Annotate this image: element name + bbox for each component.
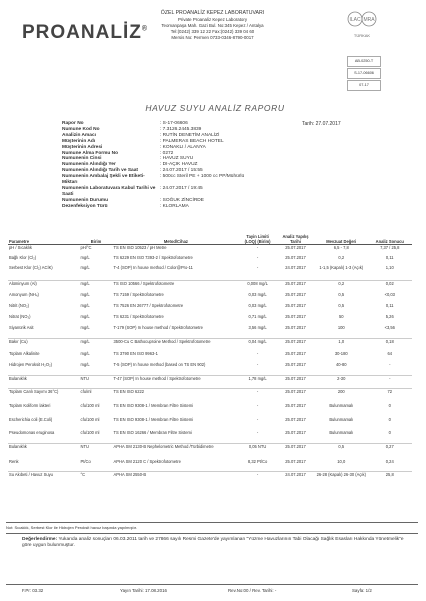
table-cell: Bulunmamalı (329, 429, 354, 435)
table-cell: Amonyum (NH₄) (9, 291, 39, 297)
table-cell: 25.07.2017 (276, 389, 315, 403)
table-cell: 1,78 mg/L (239, 376, 276, 389)
table-cell: - (256, 402, 259, 408)
table-cell: 3,56 mg/L (248, 324, 267, 330)
table-cell: - (256, 361, 259, 367)
info-row: Numunenin Durumu : SOĞUK ZİNCİRDE (62, 197, 204, 203)
table-cell: 0,71 mg/L (248, 313, 267, 319)
info-row: Analizin Amacı : RUTİN DENETİM ANALİZİ (62, 132, 220, 138)
report-title: HAVUZ SUYU ANALİZ RAPORU (145, 103, 285, 113)
table-cell: 0,5 (338, 291, 345, 297)
table-cell: Bulunmamalı (329, 402, 354, 408)
table-cell: 25.07.2017 (285, 324, 306, 330)
table-cell: 72 (368, 389, 412, 403)
table-cell: TS ISO 10566 / Spektrofotometre (113, 281, 240, 292)
table-cell: 40-80 (336, 361, 347, 367)
divider (6, 533, 418, 534)
table-cell: 25.07.2017 (276, 444, 315, 459)
table-cell: Escherichia coli (E.Coli) (9, 416, 53, 422)
table-cell: 24.07.2017 (285, 264, 306, 270)
table-row (8, 444, 412, 459)
table-cell: TS 7159 / Spektrofotometre (113, 291, 164, 297)
table-cell: Serbest Klor (Cl₂) ACİK) (9, 264, 53, 270)
page-number: Sayfa: 1/2 (352, 588, 372, 593)
table-cell: pH / Sıcaklık (8, 245, 80, 255)
table-row (8, 459, 412, 472)
table-cell: - (256, 264, 259, 270)
table-cell: 0 (388, 429, 391, 435)
col-sonuc: Analiz Sonucu (368, 222, 412, 245)
table-row (8, 417, 412, 430)
table-cell: Siyanürik Asit (9, 324, 34, 330)
table-cell: cfu/100 ml (80, 416, 100, 422)
col-tarih: Analiz Yapılış Tarihi (276, 222, 315, 245)
table-cell: 0,2 (338, 254, 345, 260)
table-cell: Pt/Co (80, 458, 91, 464)
col-mevzuat: Mevzuat Değeri (315, 222, 367, 245)
table-row (8, 339, 412, 351)
table-row (8, 430, 412, 444)
table-cell: 25.07.2017 (276, 339, 315, 351)
table-cell: 0,02 (368, 281, 412, 292)
col-birim: Birim (80, 222, 113, 245)
accreditation-mark-icon (345, 10, 379, 28)
turkak-logo (345, 10, 379, 38)
table-cell: 26-28 (Kapalı) 26-30 (Açık) (315, 472, 367, 492)
table-cell: mg/L (80, 291, 90, 297)
table-cell: TS EN ISO 9308-1 / Membran Filtre Sistemi (113, 402, 194, 408)
table-cell: Bağlı Klor (Cl₂) (9, 254, 37, 260)
table-row (8, 351, 412, 362)
table-cell: Toplam Koliform lakteri (9, 402, 51, 408)
table-cell: 30-180 (334, 350, 348, 356)
table-cell: - (256, 350, 259, 356)
info-row: Dezenfeksiyon Türü : KLORLAMA (62, 203, 189, 209)
table-cell: Renk (9, 458, 19, 464)
table-cell: 25.07.2017 (285, 350, 306, 356)
table-cell: 0,03 mg/L (248, 291, 267, 297)
table-cell: 25.07.2017 (285, 254, 306, 260)
table-cell: 0 (388, 416, 391, 422)
table-cell: TS EN ISO 6222 (113, 389, 240, 403)
table-cell: 0,5 (315, 444, 367, 459)
table-cell: Su Akıbeti / Havuz Suyu (8, 472, 80, 492)
table-row (8, 325, 412, 339)
info-row: Numunenin Cinsi : HAVUZ SUYU (62, 156, 194, 162)
table-cell: cfu/ml (80, 389, 113, 403)
table-cell: - (368, 376, 412, 389)
info-row: Müşterinin Adresi : KONAKLI / ALANYA (62, 144, 206, 150)
table-cell: 0 (388, 402, 391, 408)
info-row: Numunenin Ambalaj Şekli ve Etiketi-Miktarı: 500cc Steril PE + 1000 cc PP/Mühürlü (62, 174, 245, 186)
accreditation-no: AB-0250-T (347, 56, 381, 67)
table-cell: NTU (80, 376, 113, 389)
table-cell: - (239, 389, 276, 403)
table-cell: pH/°C (80, 245, 113, 255)
table-cell: mg/L (80, 350, 90, 356)
info-row: Müşterinin Adı : PALMERAS BEACH HOTEL (62, 138, 224, 144)
info-row: Numune Alma Formu No : 0272 (62, 150, 174, 156)
publish-date: Yayın Tarihi: 17.08.2016 (120, 588, 167, 593)
table-cell: TS EN ISO 9308-1 / Membran Filtre Sistemi (113, 416, 194, 422)
table-cell: Bakır (Cu) (8, 339, 80, 351)
table-cell: 0,24 (385, 458, 394, 464)
table-cell: 8,32 Pt/Co (247, 458, 268, 464)
table-cell: mg/L (80, 302, 90, 308)
table-cell: 7,37 / 25,8 (368, 245, 412, 255)
table-cell: 100 (337, 324, 345, 330)
svg-text:ILAC: ILAC (349, 17, 361, 23)
table-cell: 25.07.2017 (285, 429, 306, 435)
table-row (8, 292, 412, 303)
table-cell: 6,5 - 7,8 (315, 245, 367, 255)
table-cell: 25.07.2017 (276, 281, 315, 292)
table-cell: mg/L (80, 264, 90, 270)
table-cell: 0,008 mg/L (239, 281, 276, 292)
table-row (8, 472, 412, 492)
table-cell: T-47 (SOP) In house method / Spektrofotometre (113, 376, 240, 389)
results-table (8, 222, 412, 492)
table-cell: TS 3790 EN ISO 9963-1 (113, 350, 158, 356)
table-cell: mg/L (80, 281, 113, 292)
table-cell: 25.07.2017 (285, 402, 306, 408)
table-cell: mg/L (80, 313, 90, 319)
col-metod: Metod/Cihaz (113, 222, 240, 245)
table-cell: cfu/100 ml (80, 429, 100, 435)
company-name: ÖZEL PROANALİZ KEPEZ LABORATUVARI (160, 10, 265, 16)
turkak-label: TÜRKAK (353, 33, 371, 38)
table-row (8, 245, 412, 255)
table-cell: T-5 (SOP) In house method (based on TS EN 902) (113, 361, 206, 367)
table-cell: NTU (80, 444, 113, 459)
company-subname: Private Proanaliz Kepez Laboratory (177, 17, 248, 22)
date-code-box: 07-17 (347, 80, 381, 91)
table-cell: - (239, 472, 276, 492)
table-cell: mg/L (80, 324, 90, 330)
svg-text:MRA: MRA (363, 17, 375, 23)
report-code-box: S-17-06606 (347, 68, 381, 79)
table-cell: TS EN ISO 10523 / pH Metre (113, 245, 240, 255)
table-row (8, 303, 412, 314)
company-address: Teomanpaşa Mah. Gazi Bul. No:345 Kepez / Antalya (161, 23, 264, 28)
company-logo: PROANALİZ® (22, 22, 148, 43)
table-cell: 0,11 (385, 302, 394, 308)
table-cell: 64 (387, 350, 393, 356)
table-cell: - (256, 254, 259, 260)
table-cell: Toplam Canlı Sayımı 36°C) (8, 389, 80, 403)
table-cell: T-4 (SOP) In house method / Color@Pro-11 (113, 264, 193, 270)
table-row (8, 362, 412, 376)
table-cell: 0,05 NTU (239, 444, 276, 459)
table-cell: TS EN ISO 16266 / Membran Filtre Sistemi (113, 429, 192, 435)
table-cell: 25.07.2017 (285, 291, 306, 297)
table-cell: APHA SM 2550-B (113, 472, 240, 492)
report-date: Tarih: 27.07.2017 (302, 121, 341, 127)
table-cell: TS 6231 / Spektrofotometre (113, 313, 164, 319)
table-cell: Pseudomonas eruginosa (9, 429, 55, 435)
table-cell: TS 7526 EN 26777 / Spektrofotometre (113, 302, 184, 308)
table-cell: 25,8 (368, 472, 412, 492)
table-row (8, 265, 412, 281)
table-cell: Nitrit (NO₂) (9, 302, 30, 308)
table-cell: TS 6229 EN ISO 7393-2 / Spektrofotometre (113, 254, 193, 260)
table-cell: - (389, 361, 391, 367)
revision-info: Rev.No:00 / Rev. Tarihi: - (228, 588, 277, 593)
table-cell: APHA SM 2130-B Nephelometric Method /Türbidimetre (113, 444, 240, 459)
table-cell: 0,27 (368, 444, 412, 459)
sample-info (62, 121, 270, 210)
table-cell: 0,11 (385, 254, 394, 260)
table-row (8, 376, 412, 389)
table-cell: 0,2 (315, 281, 367, 292)
table-cell: 1-1,5 (Kapalı) 1-3 (Açık) (319, 264, 364, 270)
table-cell: 25.07.2017 (276, 245, 315, 255)
form-no: F.Pr: 03.32 (22, 588, 44, 593)
table-cell: 2-30 (315, 376, 367, 389)
col-loq: Tayin Limiti (LOQ) (Birim) (239, 222, 276, 245)
table-cell: <0,03 (384, 291, 395, 297)
table-cell: mg/L (80, 339, 113, 351)
table-row (8, 403, 412, 417)
info-row: Numunenin Laboratuvara Kabul Tarihi ve Saati: 24.07.2017 / 19:45 (62, 185, 203, 197)
table-cell: Toplam Alkalinite (9, 350, 40, 356)
table-cell: - (256, 416, 259, 422)
table-cell: Bulunmamalı (329, 416, 354, 422)
table-cell: APHA SM 2120 C / Spektrofotometre (113, 458, 181, 464)
info-row: Numunenin Alındığı Tarih ve Saat : 24.07.2017 / 15:55 (62, 168, 203, 174)
table-row (8, 255, 412, 265)
table-cell: 25.07.2017 (276, 376, 315, 389)
divider (6, 522, 418, 523)
table-cell: mg/L (80, 361, 90, 367)
note-text: Not: Sıcaklık, Serbest Klor ile Hidrojen Peroksit havuz başında yapılmıştır. (6, 525, 137, 530)
table-cell: 0,04 mg/L (239, 339, 276, 351)
table-cell: 5,26 (385, 313, 394, 319)
table-row (8, 314, 412, 325)
table-cell: 1,0 (315, 339, 367, 351)
footer-divider (6, 584, 418, 585)
info-row: Numunenin Alındığı Yer : DI-AÇIK HAVUZ (62, 162, 198, 168)
table-cell: Hidrojen Peroksit H₂O₂) (9, 361, 52, 367)
col-parametre: Parametre (8, 222, 80, 245)
table-cell: 25.07.2017 (285, 458, 306, 464)
table-cell: 24.07.2017 (276, 472, 315, 492)
table-cell: Bulanıklık (8, 444, 80, 459)
table-row (8, 281, 412, 292)
table-cell: 1,10 (385, 264, 394, 270)
table-header-row (8, 222, 412, 245)
company-phone: Tel:(0242) 339 12 22 Fax:(0242) 339 04 60 (170, 29, 255, 34)
evaluation: Değerlendirme: Yukarıda analiz sonuçları 06.03.2011 tarih ve 27866 sayılı Resmi Gazete'de yayımlanan "Yüzme Havuzlarının Tabi Olacağı Sağlık Esasları Hakkında Yönetmelik"e göre uygun bulunmuştur. (22, 537, 404, 549)
table-cell: cfu/100 ml (80, 402, 100, 408)
table-cell: 50 (338, 313, 344, 319)
table-cell: °C (80, 472, 113, 492)
info-row: Numune Kod No : 7.3126.2445.3839 (62, 126, 202, 132)
table-cell: 25.07.2017 (285, 361, 306, 367)
table-cell: Alüminyum (Al) (8, 281, 80, 292)
table-cell: - (239, 245, 276, 255)
table-cell: <3,56 (384, 324, 395, 330)
table-cell: mg/L (80, 254, 90, 260)
table-cell: 25.07.2017 (285, 313, 306, 319)
table-cell: 0,18 (368, 339, 412, 351)
table-cell: 0,03 mg/L (248, 302, 267, 308)
table-cell: 10,0 (337, 458, 346, 464)
table-cell: Bulanıklık (8, 376, 80, 389)
table-row (8, 389, 412, 403)
table-cell: 200 (315, 389, 367, 403)
company-mersis: Mersis No: Permen 0733-0346-8790-0017 (171, 35, 254, 40)
table-cell: 3500-Cu C Bathocuproine Method / Spektrofotometre (113, 339, 240, 351)
table-cell: - (256, 429, 259, 435)
table-cell: Nitrat (NO₃) (9, 313, 31, 319)
table-cell: 0,5 (338, 302, 345, 308)
table-cell: T-179 (SOP) In house method / Spektrofotometre (113, 324, 203, 330)
info-row: Rapor No : S-17-06606 (62, 121, 188, 126)
table-cell: 25.07.2017 (285, 302, 306, 308)
table-cell: 25.07.2017 (285, 416, 306, 422)
